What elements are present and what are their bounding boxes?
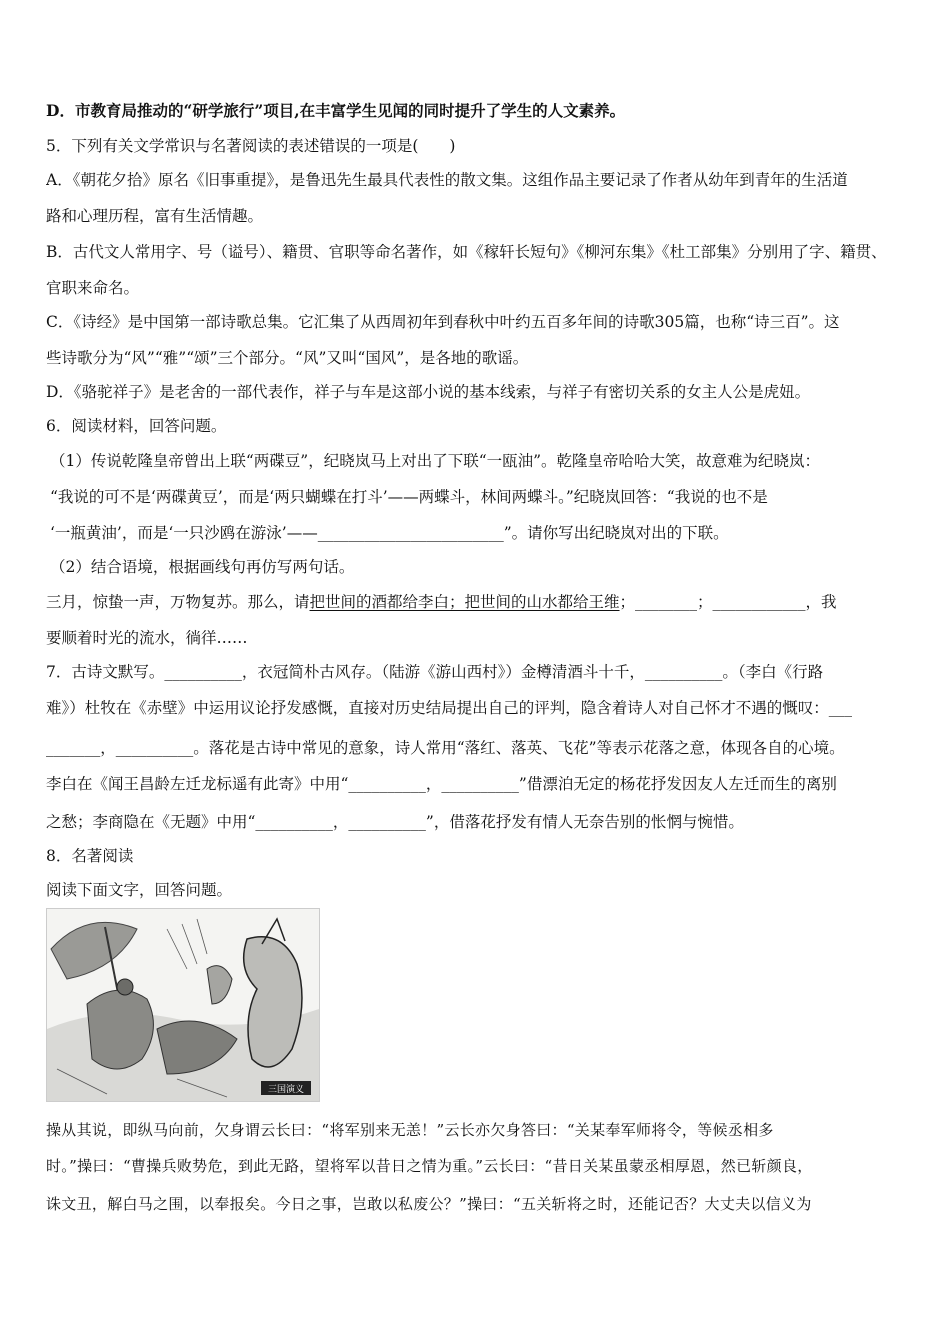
q7-line3: _______，__________。落花是古诗中常见的意象，诗人常用“落红、落英、飞花”等表示花落之意，体现各自的心境。 xyxy=(46,739,845,757)
illustration-drawing xyxy=(47,909,319,1101)
q6-part2-prompt: （2）结合语境，根据画线句再仿写两句话。 xyxy=(50,558,355,576)
q7-line4: 李白在《闻王昌龄左迁龙标遥有此寄》中用“__________，__________”借漂泊无定的杨花抒发因友人左迁而生的离别 xyxy=(46,775,837,793)
q5-option-b-line2: 官职来命名。 xyxy=(46,279,140,297)
option-d-previous: D．市教育局推动的“研学旅行”项目,在丰富学生见闻的同时提升了学生的人文素养。 xyxy=(46,101,626,120)
q5-option-a-line2: 路和心理历程，富有生活情趣。 xyxy=(46,207,264,225)
q5-option-c-line2: 些诗歌分为“风”“雅”“颂”三个部分。“风”又叫“国风”，是各地的歌谣。 xyxy=(46,349,529,367)
q7-line5: 之愁；李商隐在《无题》中用“__________，__________”，借落花抒发有情人无奈告别的怅惘与惋惜。 xyxy=(46,813,744,831)
q5-option-a-line1: A．《朝花夕拾》原名《旧事重提》，是鲁迅先生最具代表性的散文集。这组作品主要记录了作者从幼年到青年的生活道 xyxy=(46,171,848,189)
q6-part2-line2: 要顺着时光的流水，徜徉…… xyxy=(46,629,248,647)
q7-line1: 7．古诗文默写。__________，衣冠简朴古风存。（陆游《游山西村》）金樽清酒斗十千，__________。（李白《行路 xyxy=(46,663,824,681)
q5-option-b-line1: B．古代文人常用字、号（谥号）、籍贯、官职等命名著作，如《稼轩长短句》《柳河东集》《杜工部集》分别用了字、籍贯、 xyxy=(46,243,887,261)
question-6-stem: 6．阅读材料，回答问题。 xyxy=(46,417,227,435)
passage-line3: 诛文丑，解白马之围，以奉报矣。今日之事，岂敢以私废公？”操曰：“五关斩将之时，还能记否？大丈夫以信义为 xyxy=(46,1195,812,1213)
q7-line2: 难》）杜牧在《赤壁》中运用议论抒发感慨，直接对历史结局提出自己的评判，隐含着诗人对自己怀才不遇的慨叹：___ xyxy=(46,699,853,717)
q6-part1-line1: （1）传说乾隆皇帝曾出上联“两碟豆”，纪晓岚马上对出了下联“一瓯油”。乾隆皇帝哈哈大笑，故意难为纪晓岚： xyxy=(50,452,821,470)
q6-part2-text-a: 三月，惊蛰一声，万物复苏。那么，请 xyxy=(46,593,310,611)
q5-option-c-line1: C．《诗经》是中国第一部诗歌总集。它汇集了从西周初年到春秋中叶约五百多年间的诗歌305篇，也称“诗三百”。这 xyxy=(46,313,840,331)
illustration-three-kingdoms xyxy=(46,908,320,1102)
q6-part1-line3: ‘一瓶黄油’，而是‘一只沙鸥在游泳’——________________________”。请你写出纪晓岚对出的下联。 xyxy=(50,524,729,542)
passage-line2: 时。”操曰：“曹操兵败势危，到此无路，望将军以昔日之情为重。”云长曰：“昔日关某虽蒙丞相厚恩，然已斩颜良， xyxy=(46,1157,813,1175)
q6-part2-line1 xyxy=(46,592,910,612)
question-8-stem: 8．名著阅读 xyxy=(46,847,134,865)
underlined-sentence: 把世间的酒都给李白；把世间的山水都给王维 xyxy=(309,593,620,611)
q8-intro: 阅读下面文字，回答问题。 xyxy=(46,881,233,899)
question-5-stem: 5．下列有关文学常识与名著阅读的表述错误的一项是( ) xyxy=(46,137,456,155)
q6-part2-text-b: ；________；____________，我 xyxy=(619,593,837,611)
q6-part1-line2: “我说的可不是‘两碟黄豆’，而是‘两只蝴蝶在打斗’——两蝶斗，林间两蝶斗。”纪晓岚回答：“我说的也不是 xyxy=(50,488,768,506)
illustration-caption: 三国演义 xyxy=(267,1085,305,1095)
passage-line1: 操从其说，即纵马向前，欠身谓云长曰：“将军别来无恙！”云长亦欠身答曰：“关某奉军师将令，等候丞相多 xyxy=(46,1121,774,1139)
q5-option-d: D．《骆驼祥子》是老舍的一部代表作，祥子与车是这部小说的基本线索，与祥子有密切关系的女主人公是虎妞。 xyxy=(46,383,811,401)
